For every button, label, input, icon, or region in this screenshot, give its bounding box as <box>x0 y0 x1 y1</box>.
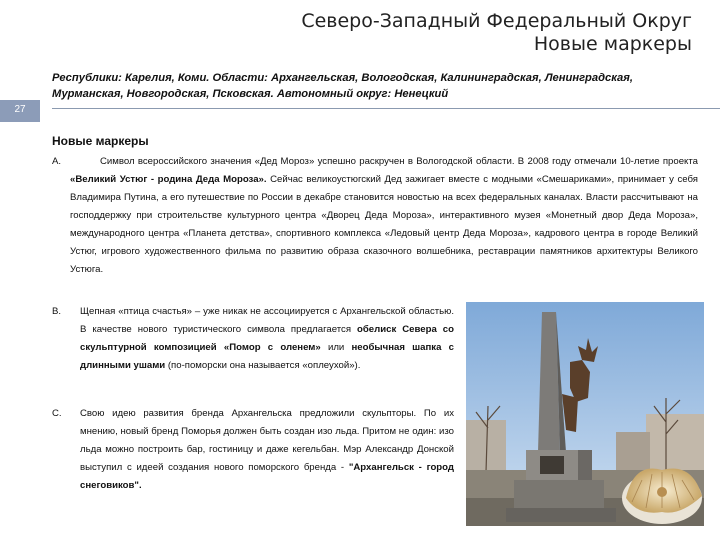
item-a-text-2: Сейчас великоустюгский Дед зажигает вместе с модными «Смешариками», принимает у себя Владимира Путина, а его путешествие по России в декабре становится новостью на всех федеральных каналах. Власти рассчитывают на господдержку при строительстве культурного центра «Дворец Деда Мороза», интерактивного музея «Монетный двор Деда Мороза», международного центра «Планета детства», спортивного комплекса «Ледовый центр Деда Мороза», кадрового центра в городе Великий Устюг, игрового художественного фильма по развитию образа сказочного волшебника, реставрации памятников архитектуры Великого Устюга. <box>70 174 698 275</box>
title-line-1: Северо-Западный Федеральный Округ <box>301 10 692 32</box>
section-heading: Новые маркеры <box>52 134 149 148</box>
item-b-text-2: или <box>320 342 352 353</box>
item-c-marker: C. <box>52 408 62 419</box>
item-b-bold-1: обелиск Севера со скульптурной композицией «Помор с оленем» <box>80 324 454 353</box>
item-b-marker: B. <box>52 306 62 317</box>
item-c <box>52 405 454 495</box>
regions-line-1: Республики: Карелия, Коми. Области: Архангельская, Вологодская, Калининградская, Ленинградская, <box>52 72 633 84</box>
obelisk-illustration <box>466 302 704 526</box>
item-a-text-1: Символ всероссийского значения «Дед Мороз» успешно раскручен в Вологодской области. В 2008 году отмечали 10-летие проекта <box>100 156 698 167</box>
monument-photo <box>466 302 704 526</box>
regions-line-2: Мурманская, Новгородская, Псковская. Автономный округ: Ненецкий <box>52 88 449 100</box>
item-b-text-1: Щепная «птица счастья» – уже никак не ассоциируется с Архангельской областью. В качестве нового туристического символа предлагается <box>80 306 454 335</box>
item-b <box>52 303 454 375</box>
item-c-bold-1: "Архангельск - город снеговиков". <box>80 462 454 491</box>
item-a-text <box>70 153 698 279</box>
title-line-2: Новые маркеры <box>533 33 692 55</box>
item-b-text <box>80 303 454 375</box>
item-a-marker: A. <box>52 156 62 167</box>
header-divider <box>52 108 720 109</box>
item-b-bold-2: необычная шапка с длинными ушами <box>80 342 454 371</box>
page-number: 27 <box>14 104 26 115</box>
item-c-text <box>80 405 454 495</box>
regions-subtitle <box>52 70 702 102</box>
item-a <box>52 153 698 279</box>
item-a-bold-1: «Великий Устюг - родина Деда Мороза». <box>70 174 267 185</box>
item-b-text-3: (по-поморски она называется «оплеухой»). <box>165 360 361 371</box>
slide-title <box>301 10 692 56</box>
item-c-text-1: Свою идею развития бренда Архангельска предложили скульпторы. По их мнению, новый бренд Поморья должен быть создан изо льда. Притом не один: изо льда можно построить бар, гостиницу и даже кегельбан. Мэр Александр Донской выступил с идеей создания нового поморского бренда - <box>80 408 454 473</box>
